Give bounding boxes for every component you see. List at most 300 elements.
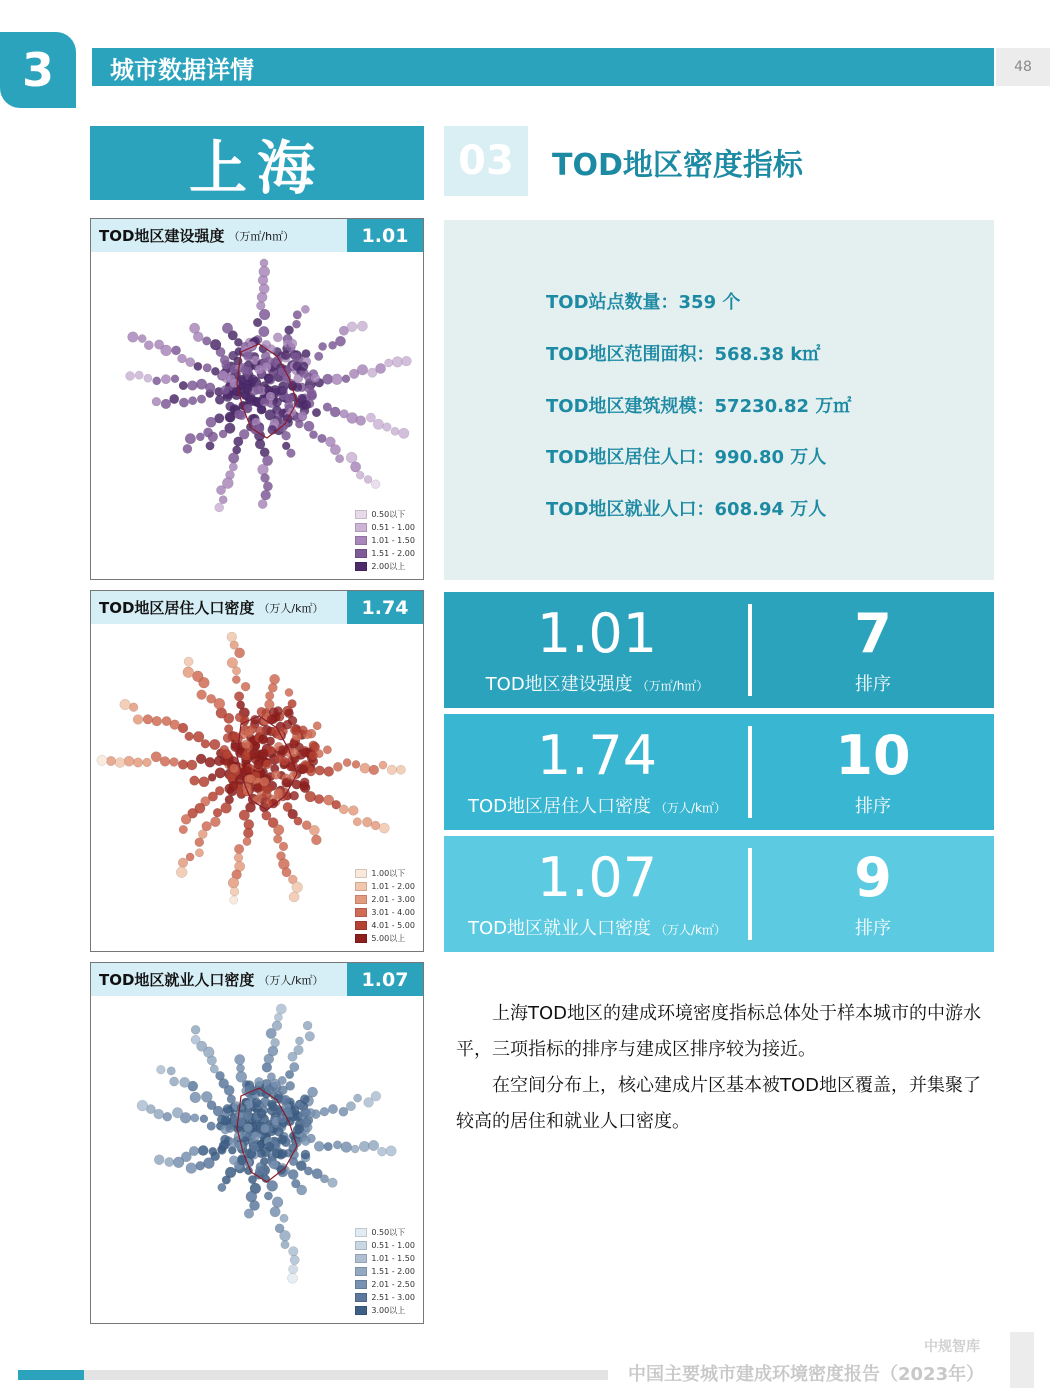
station-dot	[229, 463, 237, 471]
legend-item	[355, 1252, 415, 1265]
metric-label-text: TOD地区居住人口密度	[467, 796, 652, 817]
station-dot	[198, 830, 207, 839]
station-dot	[383, 423, 392, 432]
station-dot	[115, 758, 125, 768]
stat-value: 990.80 万人	[714, 447, 827, 468]
station-dot	[333, 762, 342, 771]
station-dot	[265, 692, 274, 701]
station-dot	[288, 699, 297, 708]
station-dot	[187, 760, 197, 770]
metric-label-unit: （万人/k㎡）	[655, 801, 727, 815]
station-dot	[347, 322, 357, 332]
station-dot	[263, 760, 272, 769]
footer-rule	[84, 1370, 608, 1380]
stat-station-count	[546, 288, 740, 314]
station-dot	[369, 765, 379, 775]
station-dot	[346, 1102, 355, 1111]
station-dot	[323, 746, 331, 754]
station-dot	[106, 756, 115, 765]
legend-label: 0.51 - 1.00	[371, 523, 415, 532]
station-dot	[371, 480, 380, 489]
station-dot	[309, 431, 317, 439]
map-value-badge: 1.07	[347, 963, 423, 996]
station-dot	[172, 1108, 183, 1119]
station-dot	[378, 1147, 387, 1156]
station-dot	[261, 490, 271, 500]
map-panel-construction-intensity	[90, 218, 424, 580]
station-dot	[226, 413, 235, 422]
stat-value: 57230.82 万㎡	[714, 396, 852, 417]
station-dot	[346, 452, 357, 463]
station-dot	[342, 375, 350, 383]
station-dot	[133, 715, 143, 725]
station-dot	[196, 1161, 205, 1170]
station-dot	[259, 749, 268, 758]
station-dot	[385, 359, 393, 367]
station-dot	[124, 756, 134, 766]
station-dot	[230, 764, 239, 773]
legend-item	[355, 1226, 415, 1239]
station-dot	[254, 385, 263, 394]
footer-accent-bar	[18, 1370, 84, 1380]
station-dot	[196, 379, 207, 390]
station-dot	[272, 1197, 283, 1208]
station-dot	[162, 716, 171, 725]
station-dot	[244, 1123, 253, 1132]
station-dot	[213, 808, 222, 817]
station-dot	[290, 791, 299, 800]
station-dot	[274, 1013, 282, 1021]
station-dot	[161, 375, 170, 384]
station-dot	[307, 389, 316, 398]
stat-label: TOD地区就业人口：	[546, 499, 715, 520]
station-dot	[144, 374, 152, 382]
station-dot	[272, 1021, 282, 1031]
station-dot	[392, 357, 403, 368]
stat-employment-population	[546, 495, 826, 521]
station-dot	[152, 397, 161, 406]
station-dot	[289, 1265, 298, 1274]
station-dot	[235, 648, 245, 658]
station-dot	[314, 1141, 324, 1151]
station-dot	[133, 758, 142, 767]
map-legend	[355, 867, 415, 945]
metric-rank-label: 排序	[855, 796, 891, 817]
map-value-badge: 1.01	[347, 219, 423, 252]
station-dot	[215, 503, 224, 512]
station-dot	[170, 394, 179, 403]
station-dot	[284, 709, 293, 718]
station-dot	[234, 844, 244, 854]
legend-item	[355, 1291, 415, 1304]
station-dot	[257, 1109, 266, 1118]
station-dot	[255, 365, 264, 374]
map-panel-residential-density	[90, 590, 424, 952]
station-dot	[229, 351, 238, 360]
map-legend	[355, 508, 415, 573]
legend-item	[355, 1278, 415, 1291]
map-title	[99, 963, 324, 996]
station-dot	[273, 825, 284, 836]
station-dot	[161, 399, 171, 409]
station-dot	[368, 1140, 378, 1150]
station-dot	[190, 776, 200, 786]
legend-swatch	[355, 1254, 367, 1263]
station-dot	[266, 392, 275, 401]
legend-swatch	[355, 1267, 367, 1276]
station-dot	[324, 1142, 333, 1151]
station-dot	[311, 374, 320, 383]
station-dot	[151, 752, 161, 762]
station-dot	[282, 442, 290, 450]
station-dot	[330, 445, 340, 455]
station-dot	[167, 1067, 175, 1075]
station-dot	[176, 867, 187, 878]
station-dot	[229, 364, 238, 373]
station-dot	[298, 411, 307, 420]
station-dot	[283, 1107, 292, 1116]
legend-label: 1.00以下	[371, 869, 406, 878]
station-dot	[234, 692, 244, 702]
station-dot	[391, 427, 399, 435]
legend-swatch	[355, 1293, 367, 1302]
station-dot	[216, 486, 225, 495]
station-dot	[191, 1114, 199, 1122]
station-dot	[379, 761, 387, 769]
station-dot	[357, 321, 367, 331]
subsection-number: 03	[444, 126, 528, 196]
station-dot	[272, 770, 281, 779]
station-dot	[234, 853, 243, 862]
legend-label: 1.01 - 2.00	[371, 882, 415, 891]
station-dot	[222, 1176, 231, 1185]
station-dot	[352, 760, 360, 768]
station-dot	[274, 789, 283, 798]
station-dot	[186, 358, 195, 367]
station-dot	[259, 735, 268, 744]
station-dot	[236, 701, 244, 709]
station-dot	[343, 759, 351, 767]
legend-label: 2.01 - 2.50	[371, 1280, 415, 1289]
station-dot	[180, 1077, 190, 1087]
station-dot	[186, 853, 194, 861]
station-dot	[153, 377, 161, 385]
station-dot	[193, 731, 204, 742]
station-dot	[357, 365, 368, 376]
station-dot	[333, 1141, 341, 1149]
station-dot	[359, 1141, 370, 1152]
station-dot	[195, 838, 204, 847]
station-dot	[304, 1167, 312, 1175]
legend-swatch	[355, 536, 367, 545]
legend-label: 2.00以上	[371, 562, 406, 571]
station-dot	[297, 394, 306, 403]
station-dot	[290, 1062, 299, 1071]
station-dot	[179, 825, 188, 834]
station-dot	[253, 784, 262, 793]
station-dot	[349, 806, 359, 816]
station-dot	[332, 374, 343, 385]
station-dot	[234, 437, 244, 447]
station-dot	[335, 336, 345, 346]
station-dot	[356, 416, 366, 426]
station-dot	[228, 453, 239, 464]
legend-item	[355, 1239, 415, 1252]
stat-label: TOD站点数量：	[546, 292, 679, 313]
station-dot	[360, 763, 370, 773]
station-dot	[208, 773, 216, 781]
station-dot	[178, 858, 188, 868]
station-dot	[278, 1149, 287, 1158]
station-dot	[243, 352, 252, 361]
legend-item	[355, 1304, 415, 1317]
legend-label: 3.00以上	[371, 1306, 406, 1315]
station-dot	[203, 364, 212, 373]
station-dot	[143, 715, 153, 725]
stat-building-scale	[546, 392, 851, 418]
legend-label: 3.01 - 4.00	[371, 908, 415, 917]
station-dot	[221, 385, 230, 394]
station-dot	[245, 728, 254, 737]
station-dot	[219, 496, 227, 504]
station-dot	[222, 323, 233, 334]
station-dot	[299, 765, 308, 774]
station-dot	[282, 431, 291, 440]
stat-value: 568.38 k㎡	[714, 344, 821, 365]
map-title-unit: （万人/k㎡）	[258, 601, 324, 615]
station-dot	[219, 430, 227, 438]
legend-item	[355, 867, 415, 880]
station-dot	[194, 362, 202, 370]
legend-label: 1.51 - 2.00	[371, 549, 415, 558]
station-dot	[268, 1046, 278, 1056]
stat-value: 608.94 万人	[714, 499, 827, 520]
station-dot	[195, 849, 203, 857]
metric-rank-label: 排序	[855, 674, 891, 695]
station-dot	[203, 1158, 214, 1169]
station-dot	[241, 366, 250, 375]
station-dot	[144, 341, 153, 350]
station-dot	[260, 777, 269, 786]
station-dot	[184, 657, 193, 666]
station-dot	[259, 309, 270, 320]
station-dot	[270, 674, 280, 684]
station-dot	[258, 499, 267, 508]
station-dot	[386, 1146, 396, 1156]
legend-label: 1.51 - 2.00	[371, 1267, 415, 1276]
station-dot	[290, 726, 299, 735]
map-panel-employment-density	[90, 962, 424, 1324]
station-dot	[171, 375, 179, 383]
station-dot	[246, 774, 255, 783]
station-dot	[253, 318, 262, 327]
station-dot	[179, 381, 188, 390]
station-dot	[170, 1077, 179, 1086]
metric-value: 1.74	[536, 724, 658, 787]
station-dot	[192, 671, 203, 682]
station-dot	[209, 1147, 217, 1155]
station-dot	[402, 356, 412, 366]
station-dot	[255, 1167, 264, 1176]
station-dot	[227, 658, 238, 669]
legend-swatch	[355, 1306, 367, 1315]
station-dot	[198, 1145, 208, 1155]
station-dot	[230, 887, 239, 896]
legend-label: 0.50以下	[371, 510, 406, 519]
station-dot	[185, 732, 194, 741]
stat-value: 359 个	[678, 292, 741, 313]
station-dot	[387, 765, 397, 775]
station-dot	[199, 777, 209, 787]
station-dot	[295, 1124, 304, 1133]
metric-label	[444, 914, 750, 944]
legend-item	[355, 534, 415, 547]
station-dot	[191, 1035, 200, 1044]
metric-rank-label: 排序	[855, 918, 891, 939]
station-dot	[289, 1247, 299, 1257]
station-dot	[189, 397, 197, 405]
station-dot	[341, 1142, 352, 1153]
station-dot	[210, 1065, 218, 1073]
station-dot	[287, 449, 296, 458]
station-dot	[181, 814, 191, 824]
station-dot	[215, 768, 226, 779]
station-dot	[278, 1135, 287, 1144]
map-title	[99, 219, 294, 252]
legend-swatch	[355, 921, 367, 930]
legend-label: 1.01 - 1.50	[371, 536, 415, 545]
station-dot	[258, 464, 269, 475]
footer-report-title: 中国主要城市建成环境密度报告（2023年）	[628, 1364, 985, 1385]
station-dot	[260, 1124, 269, 1133]
station-dot	[138, 335, 146, 343]
station-dot	[235, 1054, 245, 1064]
station-dot	[137, 1100, 148, 1111]
legend-swatch	[355, 523, 367, 532]
station-dot	[294, 1045, 304, 1055]
section-title: 城市数据详情	[110, 55, 254, 84]
station-dot	[243, 1111, 252, 1120]
station-dot	[301, 305, 309, 313]
station-dot	[218, 1183, 226, 1191]
station-dot	[226, 402, 235, 411]
station-dot	[183, 667, 194, 678]
legend-item	[355, 893, 415, 906]
station-dot	[301, 1150, 310, 1159]
station-dot	[197, 395, 206, 404]
station-dot	[265, 1142, 274, 1151]
map-title-text: TOD地区就业人口密度	[99, 971, 255, 989]
station-dot	[301, 1108, 310, 1117]
section-number-badge: 3	[0, 32, 76, 108]
station-dot	[206, 417, 216, 427]
station-dot	[236, 1064, 244, 1072]
station-dot	[221, 1116, 230, 1125]
station-dot	[185, 433, 196, 444]
station-dot	[282, 778, 291, 787]
station-dot	[203, 428, 212, 437]
station-dot	[183, 444, 192, 453]
station-dot	[178, 760, 188, 770]
station-dot	[173, 1157, 184, 1168]
legend-swatch	[355, 1228, 367, 1237]
station-dot	[289, 892, 299, 902]
station-dot	[259, 326, 270, 337]
summary-paragraph-2: 在空间分布上，核心建成片区基本被TOD地区覆盖，并集聚了较高的居住和就业人口密度。	[456, 1075, 982, 1132]
metric-label	[444, 670, 750, 700]
station-dot	[290, 1255, 299, 1264]
metric-residential-density	[444, 714, 994, 830]
station-dot	[295, 1037, 303, 1045]
station-dot	[310, 743, 319, 752]
station-dot	[282, 868, 291, 877]
map-title	[99, 591, 324, 624]
station-dot	[252, 1098, 261, 1107]
station-dot	[280, 1214, 288, 1222]
station-dot	[320, 1107, 329, 1116]
metric-label	[444, 792, 750, 822]
station-dot	[309, 825, 319, 835]
station-dot	[260, 259, 268, 267]
station-dot	[376, 363, 386, 373]
station-dot	[373, 419, 383, 429]
station-dot	[312, 408, 321, 417]
station-dot	[206, 442, 215, 451]
station-dot	[178, 354, 187, 363]
legend-label: 5.00以上	[371, 934, 406, 943]
map-value-badge: 1.74	[347, 591, 423, 624]
station-dot	[305, 791, 316, 802]
station-dot	[350, 462, 360, 472]
stat-label: TOD地区居住人口：	[546, 447, 715, 468]
station-dot	[200, 1115, 208, 1123]
station-dot	[300, 1095, 309, 1104]
station-dot	[143, 758, 152, 767]
station-dot	[135, 371, 143, 379]
station-dot	[297, 1185, 307, 1195]
station-dot	[354, 1094, 362, 1102]
metric-value: 1.07	[536, 846, 658, 909]
station-dot	[256, 301, 265, 310]
station-dot	[263, 482, 272, 491]
station-dot	[201, 1091, 212, 1102]
station-dot	[205, 757, 215, 767]
station-dot	[242, 766, 251, 775]
map-legend	[355, 1226, 415, 1317]
station-dot	[267, 1180, 278, 1191]
station-dot	[320, 1175, 328, 1183]
station-dot	[157, 1065, 166, 1074]
metric-label-text: TOD地区建设强度	[485, 674, 633, 695]
station-dot	[196, 433, 204, 441]
station-dot	[191, 1025, 200, 1034]
station-dot	[239, 810, 250, 821]
legend-swatch	[355, 1241, 367, 1250]
station-dot	[210, 739, 221, 750]
legend-swatch	[355, 562, 367, 571]
legend-item	[355, 508, 415, 521]
station-dot	[128, 332, 139, 343]
station-dot	[244, 1209, 254, 1219]
station-dot	[232, 676, 240, 684]
station-dot	[285, 688, 293, 696]
station-dot	[188, 381, 198, 391]
station-dot	[190, 1092, 201, 1103]
station-dot	[250, 1143, 259, 1152]
legend-label: 0.51 - 1.00	[371, 1241, 415, 1250]
station-dot	[172, 346, 181, 355]
station-dot	[319, 342, 327, 350]
